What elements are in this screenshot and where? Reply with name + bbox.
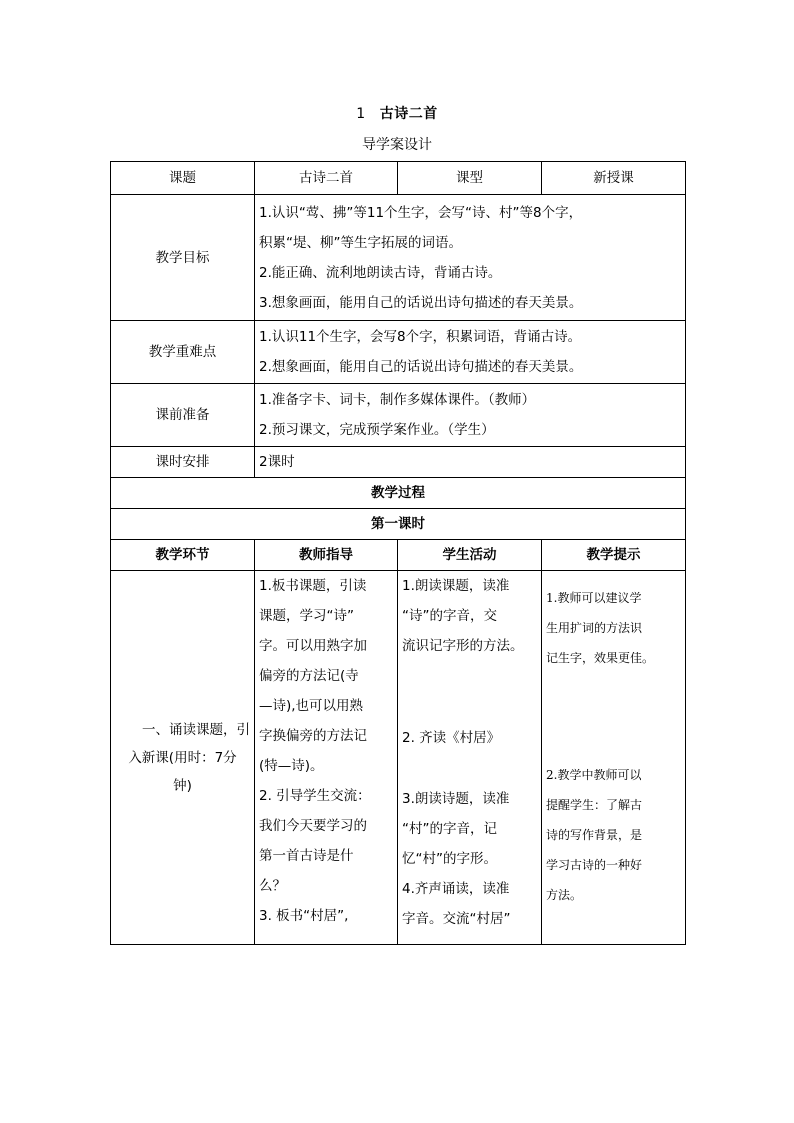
teacher-line: 3. 板书“村居”, [259,908,349,924]
lesson-title [0,103,794,123]
hint-line: 2.教学中教师可以 [546,768,642,782]
hint-line [546,702,681,731]
student-line: 3.朗读诗题，读准 [402,791,510,807]
prep-row [111,384,686,447]
student-line [402,753,537,784]
hours-value: 2课时 [255,447,686,478]
student-line: 忆“村”的字形。 [402,851,497,867]
keypoints-label: 教学重难点 [111,321,255,384]
keypoints-row [111,321,686,384]
keypoints-content [255,321,686,384]
goal-line: 积累“堤、柳”等生字拓展的词语。 [259,234,462,251]
teacher-line: 么？ [259,878,286,894]
topic-label: 课题 [111,162,255,195]
student-line: “诗”的字音，交 [402,608,497,624]
hours-row [111,447,686,478]
keypoint-line: 2.想象画面，能用自己的话说出诗句描述的春天美景。 [259,359,583,375]
column-header-row [111,540,686,571]
teacher-line: 字。可以用熟字加 [259,638,367,654]
stage-line: 一、诵读课题，引 [142,721,250,738]
hours-label: 课时安排 [111,447,255,478]
hint-line [546,731,681,760]
student-activity-cell [398,571,542,945]
teacher-line: 字换偏旁的方法记 [259,728,367,744]
teacher-line: —诗),也可以用熟 [259,698,364,714]
teacher-line: 第一首古诗是什 [259,848,354,864]
goal-line: 2.能正确、流利地朗读古诗，背诵古诗。 [259,264,502,281]
student-line: 流识记字形的方法。 [402,638,524,654]
goals-label: 教学目标 [111,195,255,321]
process-title-row [111,478,686,509]
student-line: 字音。交流“村居” [402,911,511,927]
student-line [402,692,537,723]
keypoint-line: 1.认识11个生字，会写8个字，积累词语，背诵古诗。 [259,329,582,345]
teacher-line: 课题，学习“诗” [259,608,354,624]
prep-line: 2.预习课文，完成预学案作业。（学生） [259,422,495,438]
column-header: 教学环节 [111,540,255,571]
goals-row [111,195,686,321]
column-header: 教学提示 [542,540,686,571]
student-line: 1.朗读课题，读准 [402,578,510,594]
hint-line: 方法。 [546,888,583,902]
student-line: “村”的字音，记 [402,821,497,837]
teacher-line: 1.板书课题，引读 [259,578,367,594]
goal-line: 3.想象画面，能用自己的话说出诗句描述的春天美景。 [259,294,583,311]
column-header: 学生活动 [398,540,542,571]
stage-line: 入新课(用时：7分 [128,749,237,766]
hint-line [546,673,681,702]
prep-content [255,384,686,447]
stage-row [111,571,686,945]
hint-line: 1.教师可以建议学 [546,591,642,605]
teacher-line: (特—诗)。 [259,758,324,774]
lesson-title-text: 古诗二首 [379,106,438,122]
hint-line: 学习古诗的一种好 [546,858,643,872]
subtitle: 导学案设计 [362,137,432,153]
teacher-guidance-cell [255,571,398,945]
student-line: 4.齐声诵读，读准 [402,881,510,897]
lesson-number: 1 [356,106,366,122]
hint-line: 提醒学生：了解古 [546,798,643,812]
hint-line: 诗的写作背景，是 [546,828,643,842]
student-line [402,661,537,692]
topic-value: 古诗二首 [255,162,398,195]
goal-line: 1.认识“莺、拂”等11个生字，会写“诗、村”等8个字， [259,204,583,221]
teacher-line: 2. 引导学生交流： [259,788,371,804]
stage-line: 钟) [173,777,192,794]
stage-cell [111,571,255,945]
type-value: 新授课 [542,162,686,195]
lesson-plan-table [110,161,686,945]
goals-content [255,195,686,321]
column-header: 教师指导 [255,540,398,571]
teacher-line: 我们今天要学习的 [259,818,367,834]
period-row [111,509,686,540]
teacher-line: 偏旁的方法记(寺 [259,668,359,684]
student-line: 2. 齐读《村居》 [402,730,501,746]
prep-line: 1.准备字卡、词卡，制作多媒体课件。（教师） [259,392,536,408]
type-label: 课型 [398,162,542,195]
prep-label: 课前准备 [111,384,255,447]
topic-row [111,162,686,195]
hint-line: 生用扩词的方法识 [546,621,643,635]
period-title: 第一课时 [111,509,686,540]
hint-line: 记生字，效果更佳。 [546,651,655,665]
teaching-hints-cell [542,571,686,945]
process-title: 教学过程 [111,478,686,509]
